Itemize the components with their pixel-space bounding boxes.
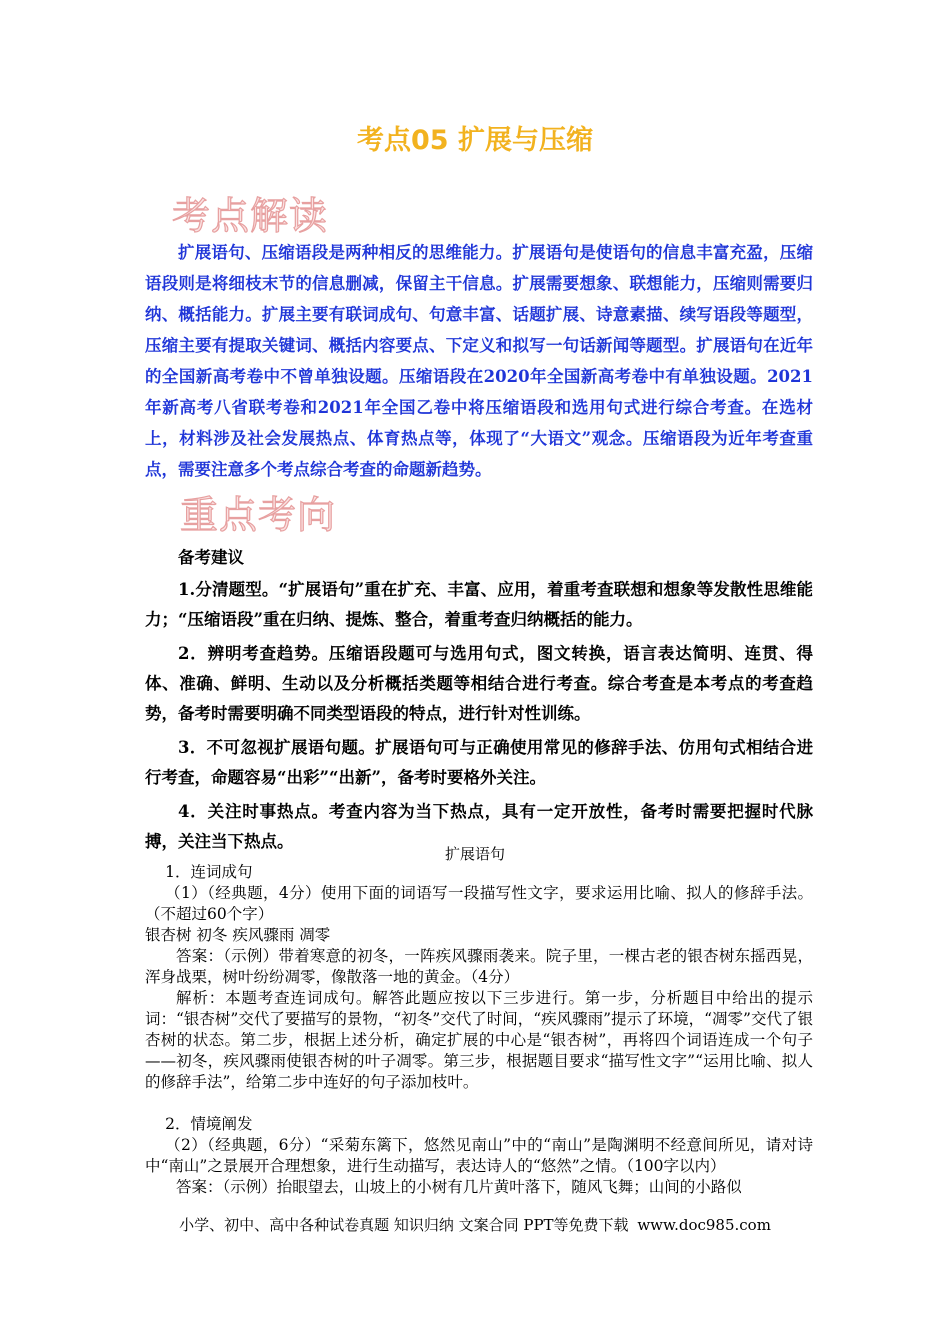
exercise-1 (145, 862, 813, 1093)
subsection-heading: 扩展语句 (444, 845, 505, 863)
exercise-heading: 2．情境阐发 (165, 1115, 253, 1133)
advice-block (145, 543, 813, 861)
section-label-zhongdian-kaoxiang: 重点考向 (180, 493, 337, 537)
exercise-heading: 1．连词成句 (165, 863, 253, 881)
advice-item: 1.分清题型。“扩展语句”重在扩充、丰富、应用，着重考查联想和想象等发散性思维能力；“压缩语段”重在归纳、提炼、整合，着重考查归纳概括的能力。 (145, 580, 813, 629)
intro-paragraph (145, 237, 813, 485)
advice-item: 3．不可忽视扩展语句题。扩展语句可与正确使用常见的修辞手法、仿用句式相结合进行考查，命题容易“出彩”“出新”，备考时要格外关注。 (145, 738, 813, 787)
exercise-words: 银杏树 初冬 疾风骤雨 凋零 (145, 926, 331, 944)
advice-heading: 备考建议 (178, 548, 244, 567)
exercise-question: （2）（经典题，6分）“采菊东篱下，悠然见南山”中的“南山”是陶渊明不经意间所见，请对诗中“南山”之景展开合理想象，进行生动描写，表达诗人的“悠然”之情。（100字以内） (145, 1136, 813, 1175)
exercise-answer: 答案：（示例）带着寒意的初冬，一阵疾风骤雨袭来。院子里，一棵古老的银杏树东摇西晃，浑身战栗，树叶纷纷凋零，像散落一地的黄金。（4分） (145, 947, 813, 986)
exercise-question: （1）（经典题，4分）使用下面的词语写一段描写性文字，要求运用比喻、拟人的修辞手法。（不超过60个字） (145, 884, 813, 923)
advice-item: 2．辨明考查趋势。压缩语段题可与选用句式，图文转换，语言表达简明、连贯、得体、准确、鲜明、生动以及分析概括类题等相结合进行考查。综合考查是本考点的考查趋势，备考时需要明确不同类型语段的特点，进行针对性训练。 (145, 644, 813, 723)
exercise-2 (145, 1114, 813, 1198)
footer-url[interactable]: www.doc985.com (637, 1216, 771, 1234)
exercise-answer: 答案：（示例）抬眼望去，山坡上的小树有几片黄叶落下，随风飞舞；山间的小路似 (176, 1178, 742, 1196)
section-label-kaodian-jiedu: 考点解读 (172, 194, 329, 238)
footer-text: 小学、初中、高中各种试卷真题 知识归纳 文案合同 PPT等免费下载 (179, 1216, 629, 1234)
exercise-analysis: 解析：本题考查连词成句。解答此题应按以下三步进行。第一步，分析题目中给出的提示词：“银杏树”交代了要描写的景物，“初冬”交代了时间，“疾风骤雨”提示了环境，“凋零”交代了银杏树的状态。第二步，根据上述分析，确定扩展的中心是“银杏树”，再将四个词语连成一个句子——初冬，疾风骤雨使银杏树的叶子凋零。第三步，根据题目要求“描写性文字”“运用比喻、拟人的修辞手法”，给第二步中连好的句子添加枝叶。 (145, 989, 813, 1091)
page-footer (0, 1214, 950, 1235)
advice-item: 4．关注时事热点。考查内容为当下热点，具有一定开放性，备考时需要把握时代脉搏，关注当下热点。 (145, 802, 813, 851)
page-title: 考点05 扩展与压缩 (357, 125, 593, 156)
intro-text: 扩展语句、压缩语段是两种相反的思维能力。扩展语句是使语句的信息丰富充盈，压缩语段则是将细枝末节的信息删减，保留主干信息。扩展需要想象、联想能力，压缩则需要归纳、概括能力。扩展主要有联词成句、句意丰富、话题扩展、诗意素描、续写语段等题型，压缩主要有提取关键词、概括内容要点、下定义和拟写一句话新闻等题型。扩展语句在近年的全国新高考卷中不曾单独设题。压缩语段在2020年全国新高考卷中有单独设题。2021年新高考八省联考卷和2021年全国乙卷中将压缩语段和选用句式进行综合考查。在选材上，材料涉及社会发展热点、体育热点等，体现了“大语文”观念。压缩语段为近年考查重点，需要注意多个考点综合考查的命题新趋势。 (145, 243, 813, 479)
